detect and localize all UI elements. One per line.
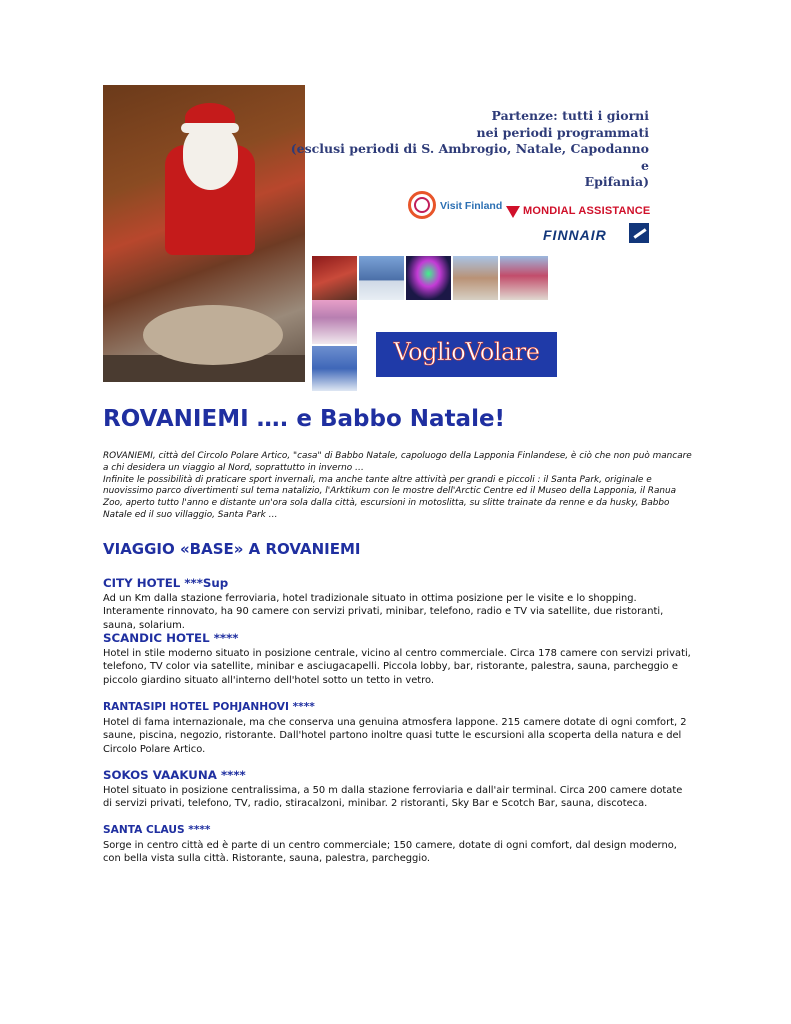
hotel-entry [103,576,693,632]
thumbnail-hotel [312,300,357,344]
info-line: Epifania) [584,174,649,189]
visit-finland-inner-ring-icon [414,197,430,213]
hotel-description: Sorge in centro città ed è parte di un centro commerciale; 150 camere, dotate di ogni comfort, dal design moderno, con bella vista sulla città. Ristorante, sauna, palestra, parcheggio. [103,840,677,865]
visit-finland-logo [408,191,504,223]
santa-beard [183,125,238,190]
hotel-description: Hotel di fama internazionale, ma che conserva una genuina atmosfera lappone. 215 camere dotate di ogni comfort, 2 saune, piscina, negozio, ristorante. Dall'hotel partono inoltre quasi tutte le escursioni alla scoperta della natura e del Circolo Polare Artico. [103,717,687,755]
info-line: Partenze: tutti i giorni [491,108,649,123]
dog-shape [143,305,283,365]
hotel-description: Hotel situato in posizione centralissima, a 50 m dalla stazione ferroviaria e dall'air terminal. Circa 200 camere dotate di servizi privati, telefono, TV, radio, stiracalzoni, minibar. 2 ristoranti, Sky Bar e Scotch Bar, sauna, discoteca. [103,785,683,810]
mondial-mark-icon [506,206,520,218]
hotel-description: Hotel in stile moderno situato in posizione centrale, vicino al centro commerciale. Circa 178 camere con servizi privati, telefono, TV color via satellite, minibar e asciugacapelli. Piccola lobby, bar, ristorante, palestra, sauna, parcheggio e piccolo giardino situato all'interno dell'hotel sotto un tetto in vetro. [103,648,691,686]
voglio-volare-text: VoglioVolare [393,338,540,366]
visit-finland-text: Visit Finland [440,200,503,212]
hotel-name: SOKOS VAAKUNA **** [103,768,246,782]
hotel-description: Ad un Km dalla stazione ferroviaria, hotel tradizionale situato in ottima posizione per le visite e lo shopping. Interamente rinnovato, ha 90 camere con servizi privati, minibar, telefono, radio e TV via satellite, due ristoranti, sauna, solarium. [103,593,664,631]
hotel-entry [103,768,693,811]
mondial-assistance-logo [506,206,651,220]
finnair-text: FINNAIR [543,227,607,243]
page-title: ROVANIEMI …. e Babbo Natale! [103,406,506,432]
thumbnail-street [453,256,498,300]
hotel-name: CITY HOTEL ***Sup [103,576,229,590]
info-line: (esclusi periodi di S. Ambrogio, Natale, Capodanno e [290,141,649,173]
hotel-entry [103,823,693,866]
hotel-entry [103,631,693,687]
finnair-flag-icon [629,223,649,243]
santa-claus-photo [103,85,305,382]
intro-paragraph: ROVANIEMI, città del Circolo Polare Artico, "casa" di Babbo Natale, capoluogo della Lapponia Finlandese, è ciò che non può mancare a chi desidera un viaggio al Nord, soprattutto in inverno … [103,451,692,473]
section-title: VIAGGIO «BASE» A ROVANIEMI [103,540,361,558]
hotel-name: SANTA CLAUS **** [103,824,211,836]
hotel-name: RANTASIPI HOTEL POHJANHOVI **** [103,701,315,713]
intro-text [103,451,693,522]
thumbnail-building [500,256,548,300]
thumbnail-santa [312,256,357,300]
hotel-entry [103,700,693,756]
finnair-logo [543,223,651,245]
info-line: nei periodi programmati [476,124,649,140]
thumbnail-town [359,256,404,300]
hotel-name: SCANDIC HOTEL **** [103,631,239,645]
mondial-assistance-text: MONDIAL ASSISTANCE [523,205,651,217]
departure-info [289,108,649,191]
thumbnail-winter [312,346,357,391]
voglio-volare-logo [376,332,557,377]
thumbnail-aurora [406,256,451,300]
intro-paragraph: Infinite le possibilità di praticare sport invernali, ma anche tante altre attività per grandi e piccoli : il Santa Park, originale e nuovissimo parco divertimenti sul tema natalizio, l'Arktikum con le mostre dell'Arctic Centre ed il Museo della Lapponia, il Ranua Zoo, aperto tutto l'anno e distante un'ora sola dalla città, escursioni in motoslitta, su slitte trainate da renne e da husky, Babbo Natale ed il suo villaggio, Santa Park … [103,474,677,520]
